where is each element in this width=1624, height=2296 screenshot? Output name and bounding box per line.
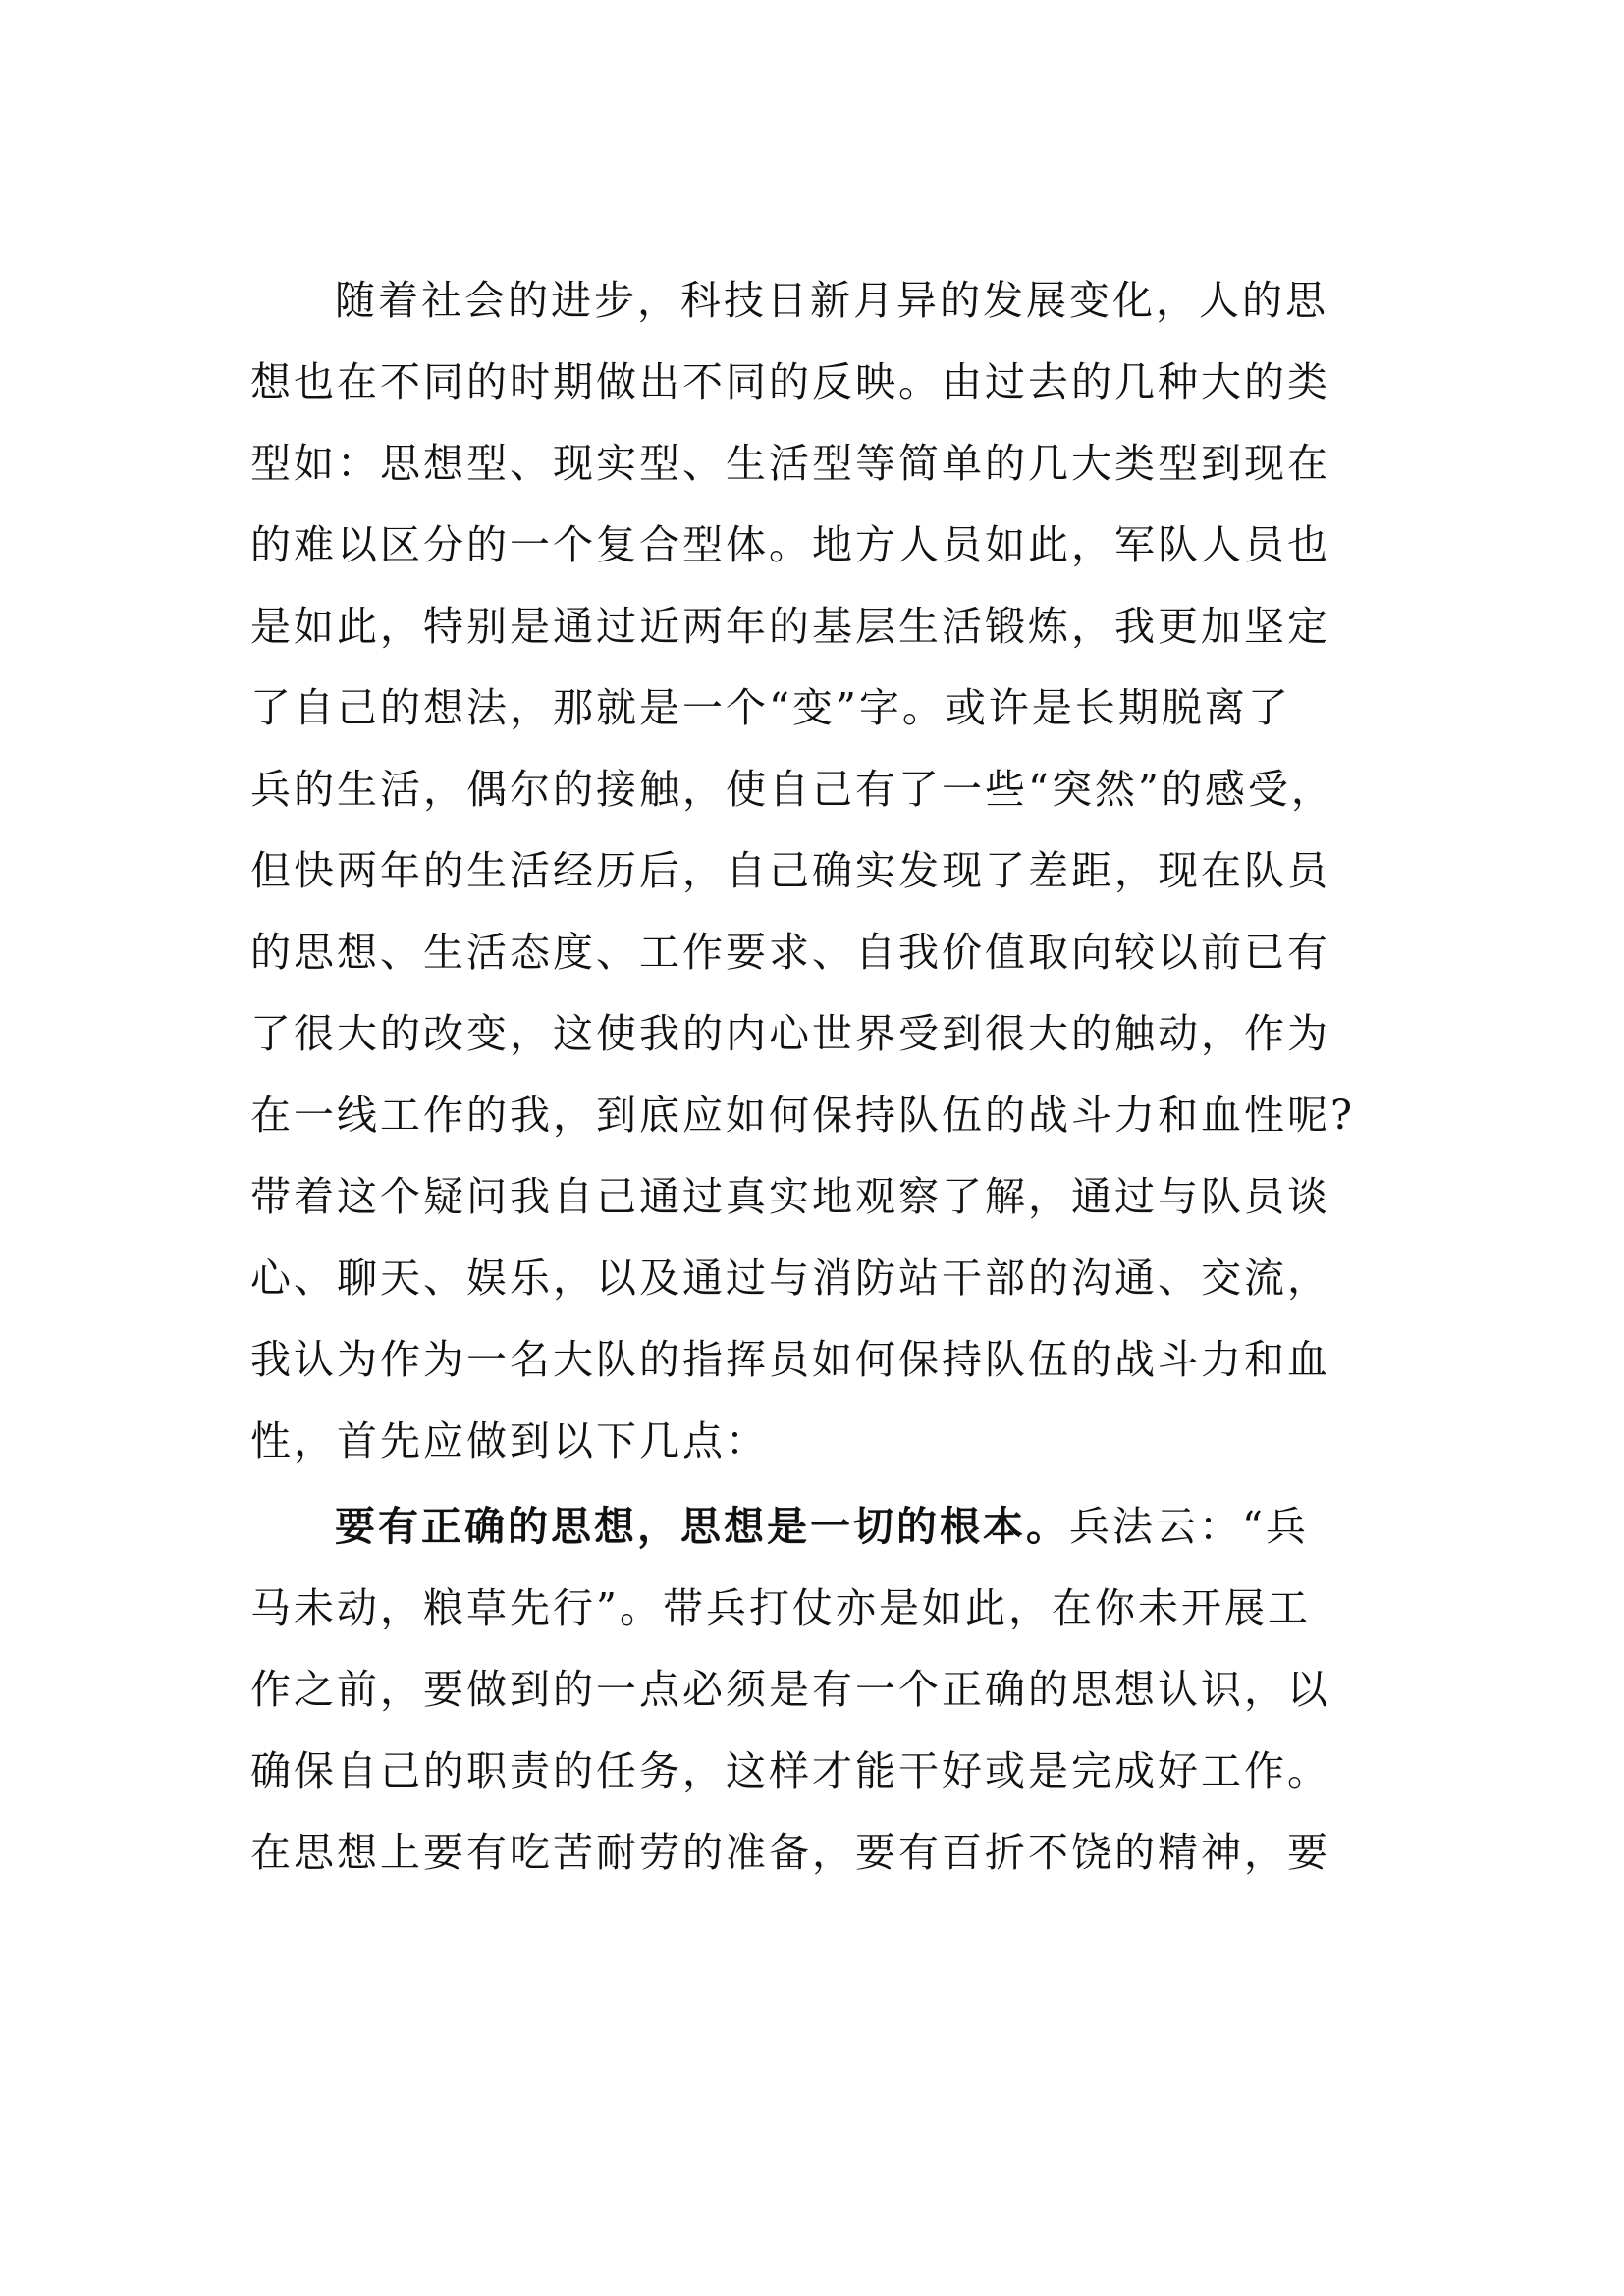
paragraph-2-first-line [250,1486,1389,1568]
paragraph-1-line: 了很大的改变，这使我的内心世界受到很大的触动，作为 [250,1010,1330,1057]
paragraph-1-line: 性，首先应做到以下几点： [250,1417,769,1465]
paragraph-2-line: 在思想上要有吃苦耐劳的准备，要有百折不饶的精神，要 [250,1829,1330,1876]
paragraph-2-first-line-text: 兵法云：“兵 [1069,1503,1309,1550]
paragraph-1-line: 带着这个疑问我自己通过真实地观察了解，通过与队员谈 [250,1173,1330,1220]
paragraph-1-line: 心、聊天、娱乐，以及通过与消防站干部的沟通、交流， [250,1255,1330,1302]
paragraph-2-line: 马未动，粮草先行”。带兵打仗亦是如此，在你未开展工 [250,1584,1311,1631]
paragraph-1-line: 随着社会的进步，科技日新月异的发展变化，人的思 [335,277,1328,324]
paragraph-2-line: 确保自己的职责的任务，这样才能干好或是完成好工作。 [250,1747,1330,1794]
document-body [250,260,1389,1894]
paragraph-1-line: 想也在不同的时期做出不同的反映。由过去的几种大的类 [250,358,1330,405]
paragraph-1-line: 是如此，特别是通过近两年的基层生活锻炼，我更加坚定 [250,603,1330,650]
paragraph-1-line: 兵的生活，偶尔的接触，使自己有了一些“突然”的感受， [250,766,1334,813]
paragraph-2 [250,1486,1389,1894]
paragraph-1-line: 的思想、生活态度、工作要求、自我价值取向较以前已有 [250,929,1330,976]
paragraph-1-line: 但快两年的生活经历后，自己确实发现了差距，现在队员 [250,847,1330,894]
paragraph-2-line: 作之前，要做到的一点必须是有一个正确的思想认识，以 [250,1666,1330,1713]
paragraph-1-line: 型如：思想型、现实型、生活型等简单的几大类型到现在 [250,440,1330,487]
paragraph-1-line: 在一线工作的我，到底应如何保持队伍的战斗力和血性呢? [250,1092,1355,1139]
paragraph-1-line: 我认为作为一名大队的指挥员如何保持队伍的战斗力和血 [250,1336,1330,1383]
paragraph-1-line: 了自己的想法，那就是一个“变”字。或许是长期脱离了 [250,684,1291,731]
paragraph-1 [250,260,1389,1482]
paragraph-2-bold-heading: 要有正确的思想，思想是一切的根本。 [335,1503,1069,1550]
paragraph-1-line: 的难以区分的一个复合型体。地方人员如此，军队人员也 [250,521,1330,568]
